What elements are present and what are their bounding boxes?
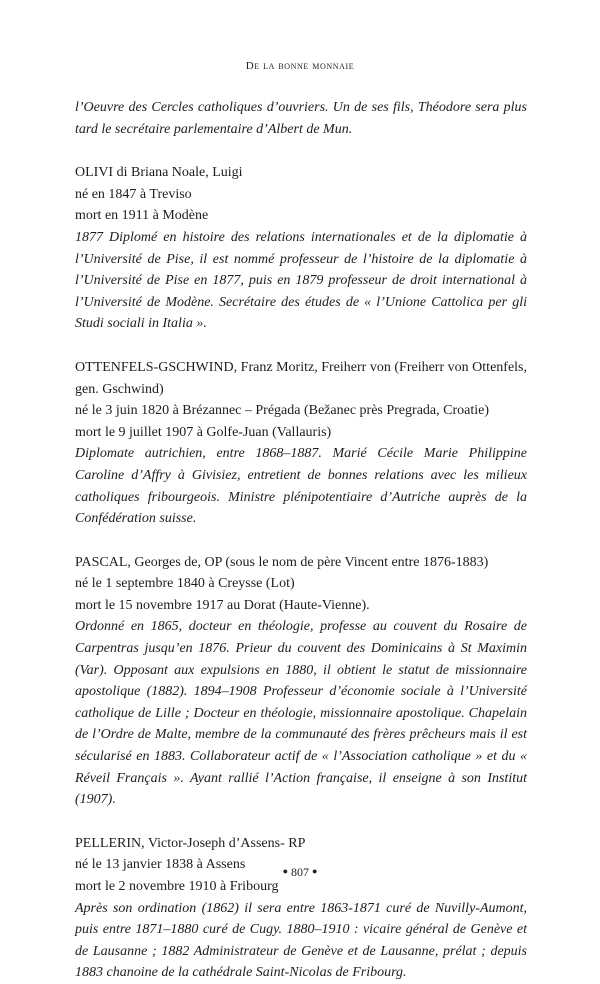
- bullet-icon: ●: [312, 866, 318, 876]
- entry-birth: né le 13 janvier 1838 à Assens: [75, 857, 246, 873]
- entry-ottenfels: [75, 357, 527, 530]
- entry-name: PELLERIN, Victor-Joseph d’Assens- RP: [75, 835, 306, 851]
- spacer: [75, 530, 527, 552]
- entry-birth: né en 1847 à Treviso: [75, 186, 192, 202]
- intro-paragraph: l’Oeuvre des Cercles catholiques d’ouvriers. Un de ses fils, Théodore sera plus tard le secrétaire parlementaire d’Albert de Mun.: [75, 100, 527, 137]
- entry-death: mort en 1911 à Modène: [75, 208, 209, 224]
- entry-death: mort le 2 novembre 1910 à Fribourg: [75, 879, 279, 894]
- entry-biography: 1877 Diplomé en histoire des relations internationales et de la diplomatie à l’Université de Pise, il est nommé professeur de l’histoire de la diplomatie à l’Université de Pise en 1877, puis en 1879 professeur de droit international à l’Université de Modène. Secrétaire des études de « l’Unione Cattolica per gli Studi sociali in Italia ».: [75, 229, 527, 332]
- entry-name: OTTENFELS-GSCHWIND, Franz Moritz, Freiherr von (Freiherr von Ottenfels, gen. Gschwind): [75, 359, 527, 397]
- entry-birth: né le 3 juin 1820 à Brézannec – Prégada (Bežanec près Pregrada, Croatie): [75, 403, 489, 419]
- page-body: [75, 97, 527, 984]
- bullet-icon: ●: [282, 866, 288, 876]
- running-head: De la bonne monnaie: [245, 60, 355, 72]
- spacer: [75, 140, 527, 162]
- spacer: [75, 811, 527, 833]
- entry-pellerin: [75, 833, 527, 984]
- page-number: [0, 865, 600, 880]
- entry-olivi: [75, 162, 527, 335]
- entry-biography: Ordonné en 1865, docteur en théologie, professe au couvent du Rosaire de Carpentras jusqu’en 1876. Prieur du couvent des Dominicains à St Maximin (Var). Opposant aux expulsions en 1880, il obtient le statut de missionnaire apostolique (1882). 1894–1908 Professeur d’économie sociale à l’Université catholique de Lille ; Docteur en théologie, missionnaire apostolique. Chapelain de l’Ordre de Malte, membre de la communauté des frères prêcheurs mais il est sécularisé en 1883. Collaborateur actif de « l’Association catholique » et du « Réveil Français ». Ayant rallié l’Action française, il enseigne à son Institut (1907).: [75, 619, 527, 808]
- entry-biography: Après son ordination (1862) il sera entre 1863-1871 curé de Nuvilly-Aumont, puis entre 1871–1880 curé de Cugy. 1880–1910 : vicaire général de Genève et de Lausanne ; 1882 Administrateur de Genève et de Lausanne, prélat ; depuis 1883 chanoine de la cathédrale Saint-Nicolas de Fribourg.: [75, 900, 527, 981]
- entry-name: PASCAL, Georges de, OP (sous le nom de père Vincent entre 1876-1883): [75, 554, 489, 570]
- entry-pascal: [75, 552, 527, 811]
- entry-name: OLIVI di Briana Noale, Luigi: [75, 165, 243, 181]
- entry-birth: né le 1 septembre 1840 à Creysse (Lot): [75, 576, 295, 592]
- entry-death: mort le 9 juillet 1907 à Golfe-Juan (Vallauris): [75, 424, 332, 440]
- page-number-text: 807: [291, 865, 309, 879]
- spacer: [75, 335, 527, 357]
- entry-biography: Diplomate autrichien, entre 1868–1887. Marié Cécile Marie Philippine Caroline d’Affry à Givisiez, entretient de bonnes relations avec les milieux catholiques fribourgeois. Ministre plénipotentiaire d’Autriche auprès de la Confédération suisse.: [75, 446, 527, 527]
- entry-death: mort le 15 novembre 1917 au Dorat (Haute-Vienne).: [75, 597, 370, 613]
